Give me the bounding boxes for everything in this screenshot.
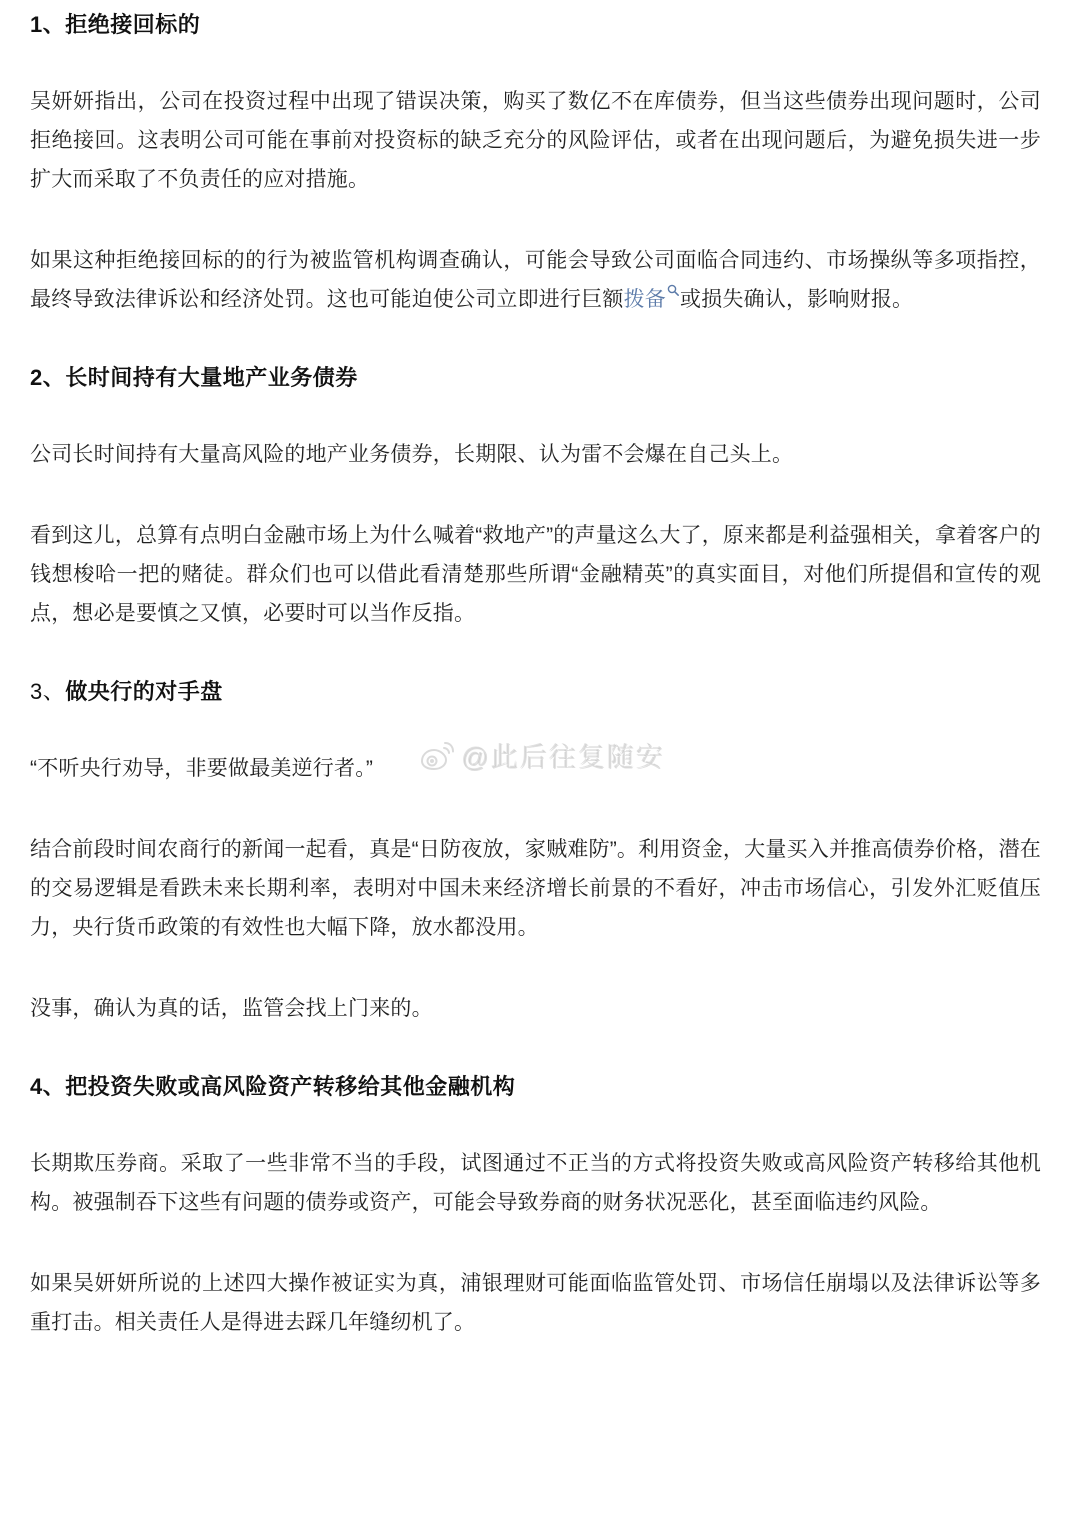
- section-number: 1、: [30, 12, 66, 37]
- section-heading-2: [30, 363, 1041, 393]
- paragraph-6: 结合前段时间农商行的新闻一起看，真是“日防夜放，家贼难防”。利用资金，大量买入并推高债券价格，潜在的交易逻辑是看跌未来长期利率，表明对中国未来经济增长前景的不看好，冲击市场信心，引发外汇贬值压力，央行货币政策的有效性也大幅下降，放水都没用。: [30, 838, 1041, 939]
- paragraph-2-text-before-link: 如果这种拒绝接回标的的行为被监管机构调查确认，可能会导致公司面临合同违约、市场操纵等多项指控，最终导致法律诉讼和经济处罚。这也可能迫使公司立即进行巨额: [30, 249, 1041, 311]
- section-title: 把投资失败或高风险资产转移给其他金融机构: [65, 1074, 516, 1099]
- section-heading-1: [30, 10, 1041, 40]
- paragraph-2-text-after-link: 或损失确认，影响财报。: [680, 288, 914, 311]
- section-number: 3、: [30, 679, 66, 704]
- section-heading-3: [30, 677, 1041, 707]
- magnifier-icon[interactable]: [667, 284, 680, 297]
- paragraph-1: 吴妍妍指出，公司在投资过程中出现了错误决策，购买了数亿不在库债券，但当这些债券出现问题时，公司拒绝接回。这表明公司可能在事前对投资标的缺乏充分的风险评估，或者在出现问题后，为避免损失进一步扩大而采取了不负责任的应对措施。: [30, 90, 1041, 191]
- paragraph-2: [30, 241, 1041, 319]
- entity-link-bobei[interactable]: [624, 288, 680, 311]
- section-title: 拒绝接回标的: [65, 12, 201, 37]
- paragraph-7: 没事，确认为真的话，监管会找上门来的。: [30, 997, 433, 1020]
- paragraph-4: 看到这儿，总算有点明白金融市场上为什么喊着“救地产”的声量这么大了，原来都是利益强相关，拿着客户的钱想梭哈一把的赌徒。群众们也可以借此看清楚那些所谓“金融精英”的真实面目，对他们所提倡和宣传的观点，想必是要慎之又慎，必要时可以当作反指。: [30, 524, 1041, 625]
- section-number: 4、: [30, 1074, 66, 1099]
- section-title: 长时间持有大量地产业务债券: [65, 365, 358, 390]
- watermark-text: @此后往复随安: [462, 743, 666, 773]
- section-number: 2、: [30, 365, 66, 390]
- paragraph-8: 长期欺压券商。采取了一些非常不当的手段，试图通过不正当的方式将投资失败或高风险资产转移给其他机构。被强制吞下这些有问题的债券或资产，可能会导致券商的财务状况恶化，甚至面临违约风险。: [30, 1152, 1041, 1214]
- paragraph-9: 如果吴妍妍所说的上述四大操作被证实为真，浦银理财可能面临监管处罚、市场信任崩塌以及法律诉讼等多重打击。相关责任人是得进去踩几年缝纫机了。: [30, 1272, 1041, 1334]
- section-heading-4: [30, 1072, 1041, 1102]
- entity-link-text[interactable]: 拨备: [623, 288, 667, 311]
- paragraph-5: “不听央行劝导，非要做最美逆行者。”: [30, 757, 374, 780]
- paragraph-3: 公司长时间持有大量高风险的地产业务债券，长期限、认为雷不会爆在自己头上。: [30, 443, 794, 466]
- section-title: 做央行的对手盘: [65, 679, 223, 704]
